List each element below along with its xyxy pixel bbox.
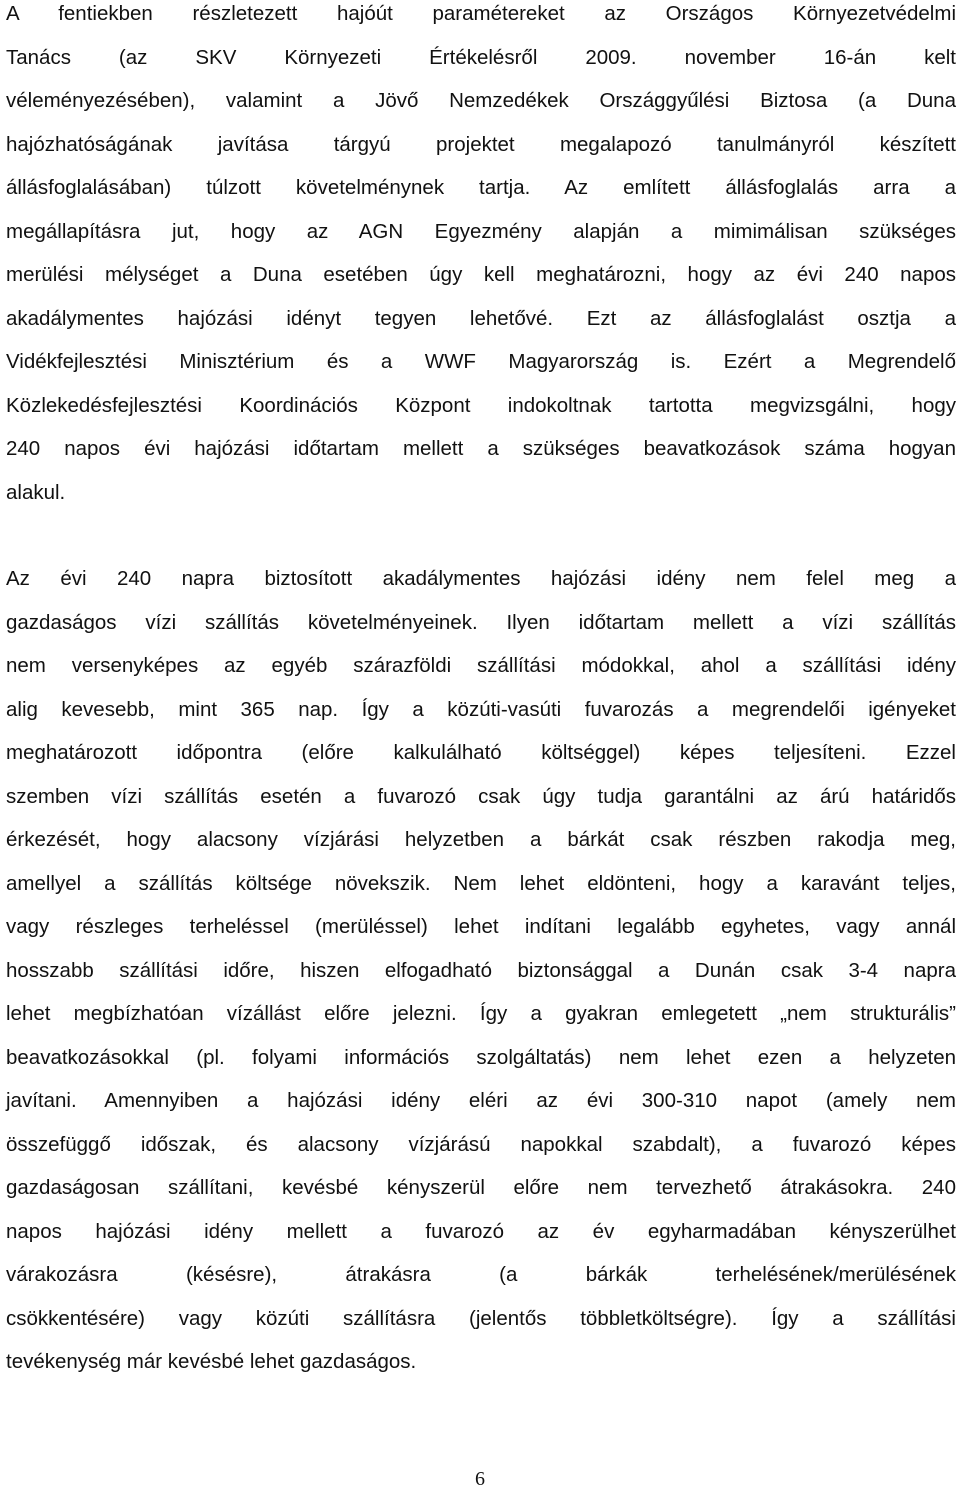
text-line: várakozásra (késésre), átrakásra (a bárkák terhelésének/merülésének	[6, 1263, 956, 1286]
text-line: amellyel a szállítás költsége növekszik. Nem lehet eldönteni, hogy a karavánt teljes,	[6, 871, 956, 895]
text-line: hosszabb szállítási időre, hiszen elfogadható biztonsággal a Dunán csak 3-4 napra	[6, 958, 956, 982]
text-line: állásfoglalásában) túlzott követelménynek tartja. Az említett állásfoglalás arra a	[6, 176, 956, 199]
text-line: összefüggő időszak, és alacsony vízjárású napokkal szabdalt), a fuvarozó képes	[6, 1132, 956, 1156]
text-line: érkezését, hogy alacsony vízjárási helyzetben a bárkát csak részben rakodja meg,	[6, 828, 956, 851]
text-line: gazdaságosan szállítani, kevésbé kényszerül előre nem tervezhető átrakásokra. 240	[6, 1176, 956, 1199]
paragraph-2	[6, 557, 956, 1384]
text-line: Közlekedésfejlesztési Koordinációs Központ indokoltnak tartotta megvizsgálni, hogy	[6, 393, 956, 417]
text-line: alig kevesebb, mint 365 nap. Így a közúti-vasúti fuvarozás a megrendelői igényeket	[6, 697, 956, 721]
text-line: javítani. Amennyiben a hajózási idény eléri az évi 300-310 napot (amely nem	[6, 1089, 956, 1112]
text-line: tevékenység már kevésbé lehet gazdaságos.	[6, 1350, 417, 1373]
text-line: Tanács (az SKV Környezeti Értékelésről 2009. november 16-án kelt	[6, 45, 956, 69]
text-line: nem versenyképes az egyéb szárazföldi szállítási módokkal, ahol a szállítási idény	[6, 654, 956, 677]
text-line: A fentiekben részletezett hajóút paramétereket az Országos Környezetvédelmi	[6, 2, 956, 25]
text-line: véleményezésében), valamint a Jövő Nemzedékek Országgyűlési Biztosa (a Duna	[6, 89, 956, 112]
text-line: gazdaságos vízi szállítás követelményeinek. Ilyen időtartam mellett a vízi szállítás	[6, 610, 956, 634]
text-line: Vidékfejlesztési Minisztérium és a WWF Magyarország is. Ezért a Megrendelő	[6, 350, 956, 373]
text-line: akadálymentes hajózási idényt tegyen lehetővé. Ezt az állásfoglalást osztja a	[6, 306, 956, 330]
text-line: meghatározott időpontra (előre kalkulálható költséggel) képes teljesíteni. Ezzel	[6, 741, 956, 764]
text-line: vagy részleges terheléssel (merüléssel) lehet indítani legalább egyhetes, vagy annál	[6, 915, 956, 938]
text-line: 240 napos évi hajózási időtartam mellett a szükséges beavatkozások száma hogyan	[6, 437, 956, 460]
text-line: megállapításra jut, hogy az AGN Egyezmény alapján a mimimálisan szükséges	[6, 219, 956, 243]
text-line: merülési mélységet a Duna esetében úgy kell meghatározni, hogy az évi 240 napos	[6, 263, 956, 286]
text-line: szemben vízi szállítás esetén a fuvarozó csak úgy tudja garantálni az árú határidős	[6, 784, 956, 808]
text-line: csökkentésére) vagy közúti szállításra (jelentős többletköltségre). Így a szállítási	[6, 1306, 956, 1330]
text-line: napos hajózási idény mellett a fuvarozó az év egyharmadában kényszerülhet	[6, 1219, 956, 1243]
text-line: hajózhatóságának javítása tárgyú projektet megalapozó tanulmányról készített	[6, 132, 956, 156]
page-number: 6	[475, 1468, 485, 1490]
text-line: Az évi 240 napra biztosított akadálymentes hajózási idény nem felel meg a	[6, 567, 956, 590]
text-line: alakul.	[6, 480, 66, 504]
text-line: beavatkozásokkal (pl. folyami információs szolgáltatás) nem lehet ezen a helyzeten	[6, 1045, 956, 1069]
text-line: lehet megbízhatóan vízállást előre jelezni. Így a gyakran emlegetett „nem strukturális”	[6, 1002, 956, 1025]
paragraph-1	[6, 0, 956, 514]
